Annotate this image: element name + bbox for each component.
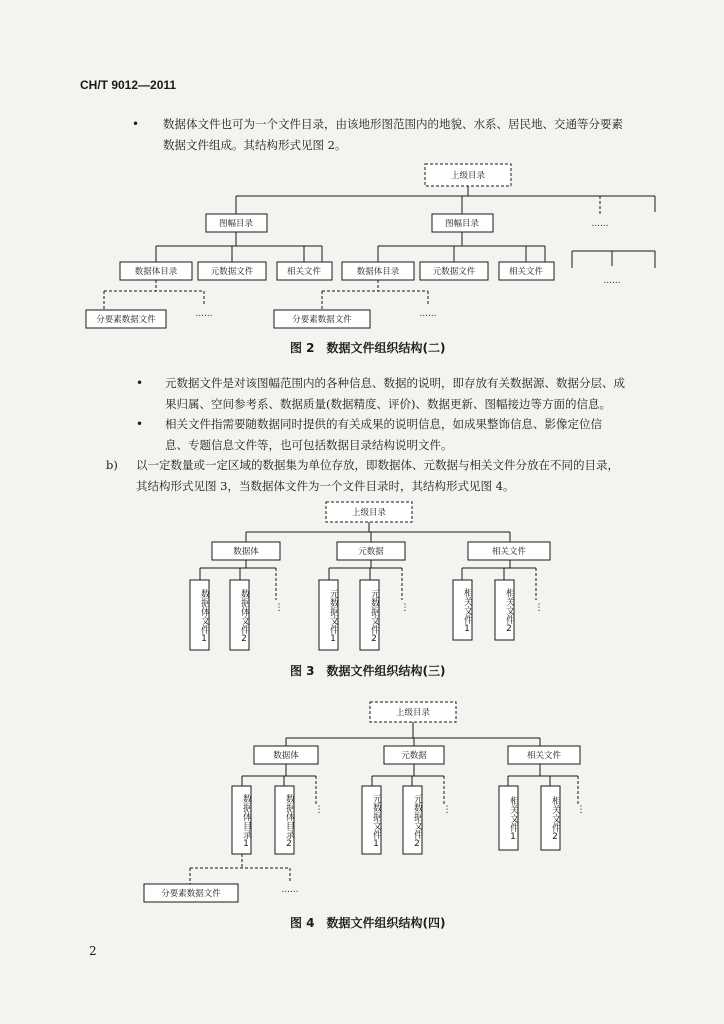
fig2-meta1-label: 元数据文件 <box>210 267 254 277</box>
fig4-d1-label: 数据体目录1 <box>241 793 251 849</box>
paragraph-b-line-1: 以一定数量或一定区域的数据集为单位存放，即数据体、元数据与相关文件分放在不同的目录， <box>136 458 619 472</box>
fig4-sub-label: 分要素数据文件 <box>161 889 221 899</box>
fig3-rel-label: 相关文件 <box>491 547 527 557</box>
fig2-map1-label: 图幅目录 <box>218 219 254 229</box>
paragraph-1-line-2: 数据文件组成。其结构形式见图 2。 <box>163 138 347 152</box>
fig2-meta2-label: 元数据文件 <box>432 267 476 277</box>
figure-2-diagram <box>0 0 724 340</box>
fig4-vdots-rel: ⋮ <box>576 805 586 815</box>
list-item-b-marker: b) <box>106 458 118 472</box>
fig4-r2-label: 相关文件2 <box>550 796 560 842</box>
fig3-data-label: 数据体 <box>233 547 259 557</box>
bullet-marker: • <box>136 417 144 431</box>
fig4-m1-label: 元数据文件1 <box>371 793 381 849</box>
fig2-map2-label: 图幅目录 <box>444 219 480 229</box>
fig2-data2-label: 数据体目录 <box>356 267 400 277</box>
figure-2-caption: 图 2 数据文件组织结构(二) <box>290 341 446 355</box>
fig4-d2-label: 数据体目录2 <box>284 793 294 849</box>
fig3-d2-label: 数据体文件2 <box>239 588 249 644</box>
paragraph-1-line-1: 数据体文件也可为一个文件目录，由该地形图范围内的地貌、水系、居民地、交通等分要素 <box>163 117 623 131</box>
fig3-vdots-rel: ⋮ <box>534 603 544 613</box>
fig4-vdots-data: ⋮ <box>314 805 324 815</box>
paragraph-2-line-2: 果归属、空间参考系、数据质量(数据精度、评价)、数据更新、图幅接边等方面的信息。 <box>165 397 611 411</box>
paragraph-3-line-2: 息、专题信息文件等，也可包括数据目录结构说明文件。 <box>165 438 453 452</box>
fig3-top-label: 上级目录 <box>351 508 387 518</box>
fig2-ellipsis-right: …… <box>603 276 621 286</box>
fig3-m1-label: 元数据文件1 <box>328 588 338 644</box>
paragraph-b-line-2: 其结构形式见图 3，当数据体文件为一个文件目录时，其结构形式见图 4。 <box>136 479 515 493</box>
fig3-m2-label: 元数据文件2 <box>369 588 379 644</box>
fig3-vdots-meta: ⋮ <box>400 603 410 613</box>
fig4-vdots-meta: ⋮ <box>442 805 452 815</box>
fig2-rel2-label: 相关文件 <box>508 267 544 277</box>
fig4-rel-label: 相关文件 <box>526 751 562 761</box>
figure-3-caption: 图 3 数据文件组织结构(三) <box>290 664 446 678</box>
fig4-ellipsis-sub: …… <box>281 885 299 895</box>
fig2-ellipsis-top: …… <box>591 219 609 229</box>
fig2-rel1-label: 相关文件 <box>286 267 322 277</box>
fig4-m2-label: 元数据文件2 <box>412 793 422 849</box>
fig4-top-label: 上级目录 <box>395 708 431 718</box>
fig3-r2-label: 相关文件2 <box>504 588 514 634</box>
fig3-vdots-data: ⋮ <box>274 603 284 613</box>
paragraph-2-line-1: 元数据文件是对该图幅范围内的各种信息、数据的说明，即存放有关数据源、数据分层、成 <box>165 376 625 390</box>
paragraph-3-line-1: 相关文件指需要随数据同时提供的有关成果的说明信息，如成果整饰信息、影像定位信 <box>165 417 602 431</box>
fig4-meta-label: 元数据 <box>401 751 427 761</box>
fig4-data-label: 数据体 <box>273 751 299 761</box>
fig2-top-label: 上级目录 <box>450 171 486 181</box>
fig3-meta-label: 元数据 <box>358 547 384 557</box>
fig2-ellipsis-sub2: …… <box>419 309 437 319</box>
fig2-sub1-label: 分要素数据文件 <box>96 315 156 325</box>
fig3-r1-label: 相关文件1 <box>462 588 472 634</box>
bullet-marker: • <box>132 117 140 131</box>
fig2-sub2-label: 分要素数据文件 <box>292 315 352 325</box>
fig2-data1-label: 数据体目录 <box>134 267 178 277</box>
bullet-marker: • <box>136 376 144 390</box>
figure-4-caption: 图 4 数据文件组织结构(四) <box>290 916 446 930</box>
page-number: 2 <box>89 944 97 958</box>
fig4-r1-label: 相关文件1 <box>508 796 518 842</box>
fig2-ellipsis-sub1: …… <box>195 309 213 319</box>
fig3-d1-label: 数据体文件1 <box>199 588 209 644</box>
document-code: CH/T 9012—2011 <box>80 78 177 92</box>
